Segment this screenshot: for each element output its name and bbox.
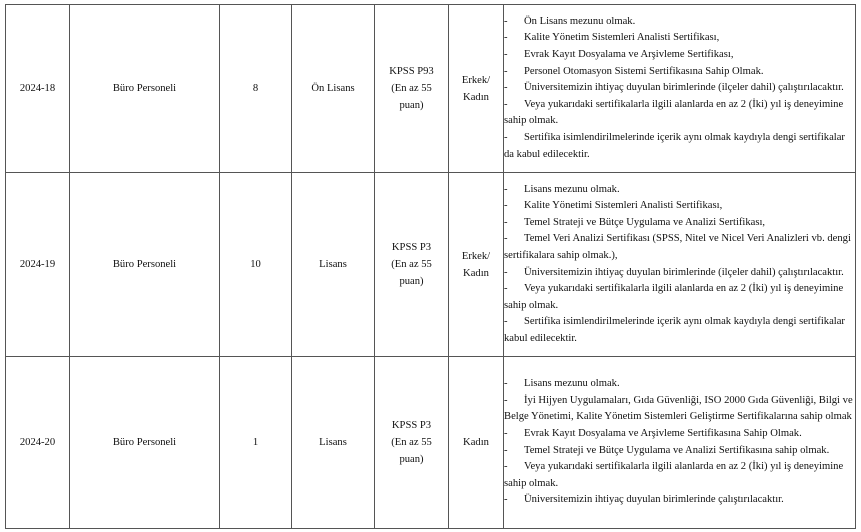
requirement-item: - Kalite Yönetim Sistemleri Analisti Sertifikası, <box>504 32 720 44</box>
requirements-list <box>504 5 856 173</box>
position-title: Büro Personeli <box>70 5 220 173</box>
kpss-requirement: KPSS P3 (En az 55 puan) <box>375 173 449 357</box>
requirement-item: - Temel Strateji ve Bütçe Uygulama ve Analizi Sertifikasına sahip olmak. <box>504 444 830 456</box>
requirement-item: - Kalite Yönetimi Sistemleri Analisti Sertifikası, <box>504 200 723 212</box>
table-row <box>6 357 856 529</box>
kpss-requirement: KPSS P93 (En az 55 puan) <box>375 5 449 173</box>
requirement-item: - Sertifika isimlendirilmelerinde içerik aynı olmak kaydıyla dengi sertifikalar da kabul edilecektir. <box>504 131 845 160</box>
position-code: 2024-20 <box>6 357 70 529</box>
position-count: 1 <box>220 357 292 529</box>
kpss-requirement: KPSS P3 (En az 55 puan) <box>375 357 449 529</box>
requirement-item: - Evrak Kayıt Dosyalama ve Arşivleme Sertifikası, <box>504 49 734 61</box>
table-row <box>6 173 856 357</box>
education-level: Lisans <box>292 173 375 357</box>
requirements-list <box>504 173 856 357</box>
position-code: 2024-18 <box>6 5 70 173</box>
requirement-item: - Üniversitemizin ihtiyaç duyulan birimlerinde (ilçeler dahil) çalıştırılacaktır. <box>504 266 844 278</box>
requirement-item: - Veya yukarıdaki sertifikalarla ilgili alanlarda en az 2 (İki) yıl iş deneyimine sahip olmak. <box>504 461 844 489</box>
requirement-item: - Ön Lisans mezunu olmak. <box>504 15 636 27</box>
requirement-item: - Evrak Kayıt Dosyalama ve Arşivleme Sertifikasına Sahip Olmak. <box>504 427 802 439</box>
requirement-item: - Sertifika isimlendirilmelerinde içerik aynı olmak kaydıyla dengi sertifikalar kabul edilecektir. <box>504 316 845 344</box>
position-title: Büro Personeli <box>70 357 220 529</box>
requirement-item: - Üniversitemizin ihtiyaç duyulan birimlerinde çalıştırılacaktır. <box>504 494 784 506</box>
position-title: Büro Personeli <box>70 173 220 357</box>
table-row <box>6 5 856 173</box>
requirement-item: - Lisans mezunu olmak. <box>504 378 620 390</box>
requirement-item: - Veya yukarıdaki sertifikalarla ilgili alanlarda en az 2 (İki) yıl iş deneyimine sahip olmak. <box>504 283 844 311</box>
requirement-item: - Üniversitemizin ihtiyaç duyulan birimlerinde (ilçeler dahil) çalıştırılacaktır. <box>504 82 844 94</box>
education-level: Lisans <box>292 357 375 529</box>
positions-table <box>5 4 856 529</box>
requirement-item: - Veya yukarıdaki sertifikalarla ilgili alanlarda en az 2 (İki) yıl iş deneyimine sahip olmak. <box>504 98 844 127</box>
requirement-item: - Lisans mezunu olmak. <box>504 183 620 195</box>
position-code: 2024-19 <box>6 173 70 357</box>
requirement-item: - Temel Strateji ve Bütçe Uygulama ve Analizi Sertifikası, <box>504 216 766 228</box>
requirement-item: - Temel Veri Analizi Sertifikası (SPSS, Nitel ve Nicel Veri Analizleri vb. dengi sertifikalara sahip olmak.), <box>504 233 851 261</box>
gender: Kadın <box>449 357 504 529</box>
requirement-item: - İyi Hijyen Uygulamaları, Gıda Güvenliği, ISO 2000 Gıda Güvenliği, Bilgi ve Belge Yönetimi, Kalite Yönetim Sistemleri Geliştirme Sertifikalarına sahip olmak <box>504 394 853 423</box>
requirement-item: - Personel Otomasyon Sistemi Sertifikasına Sahip Olmak. <box>504 65 764 77</box>
position-count: 10 <box>220 173 292 357</box>
education-level: Ön Lisans <box>292 5 375 173</box>
gender: Erkek/ Kadın <box>449 173 504 357</box>
position-count: 8 <box>220 5 292 173</box>
requirements-list <box>504 357 856 529</box>
gender: Erkek/ Kadın <box>449 5 504 173</box>
